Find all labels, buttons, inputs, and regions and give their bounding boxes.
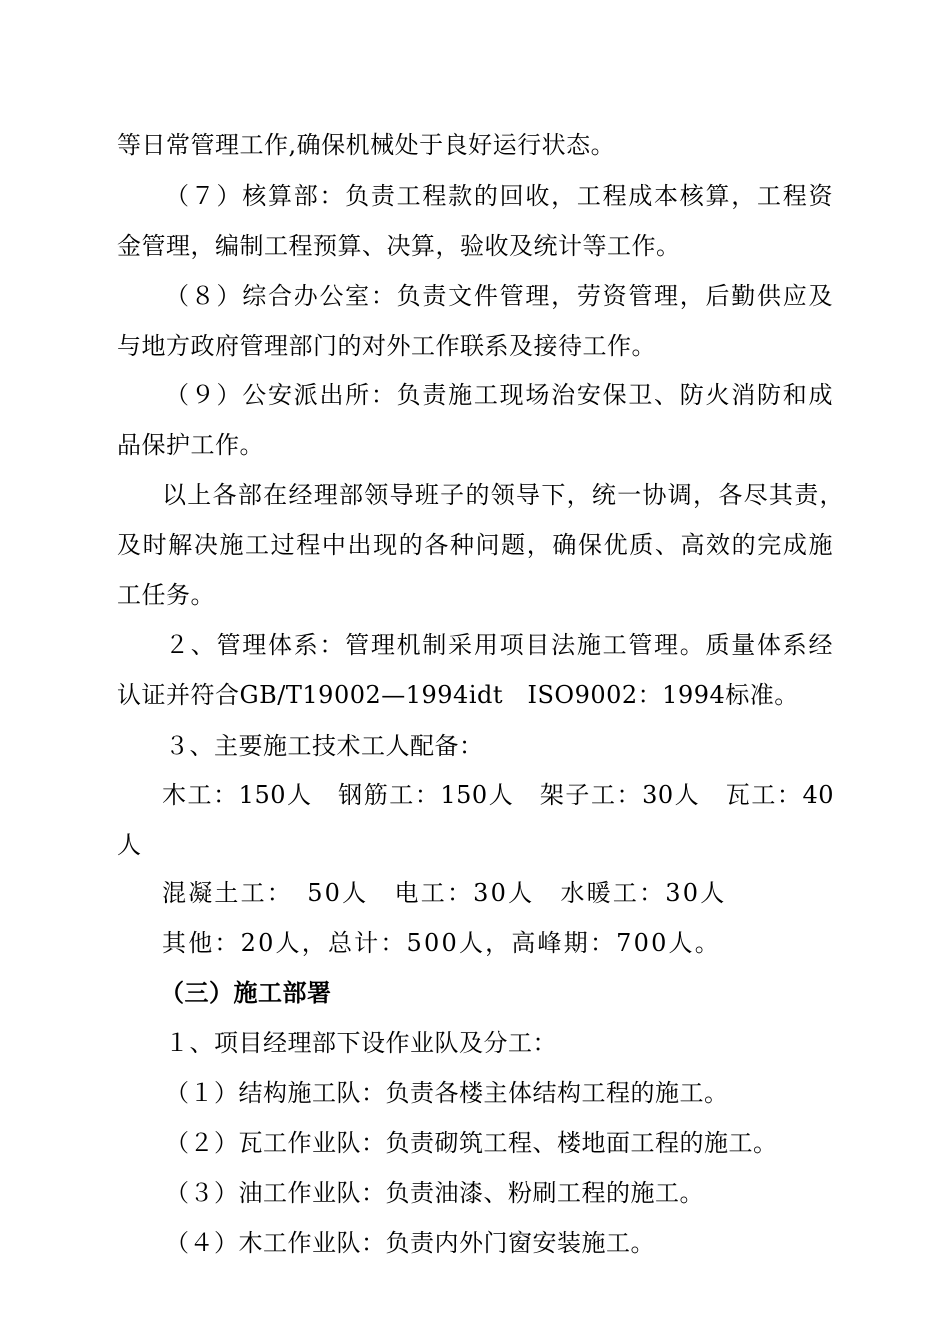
- paragraph-line: 及时解决施工过程中出现的各种问题，确保优质、高效的完成施: [117, 531, 833, 559]
- paragraph-line: 认证并符合GB/T19002—1994idt ISO9002：1994标准。: [117, 681, 799, 709]
- paragraph-line: （１）结构施工队：负责各楼主体结构工程的施工。: [165, 1079, 729, 1107]
- paragraph-line: １、项目经理部下设作业队及分工：: [165, 1029, 557, 1057]
- paragraph-line: 其他：20人，总计：500人，高峰期：700人。: [162, 929, 721, 957]
- paragraph-line: 以上各部在经理部领导班子的领导下，统一协调，各尽其责，: [162, 481, 844, 509]
- paragraph-line: （９）公安派出所：负责施工现场治安保卫、防火消防和成: [165, 381, 833, 409]
- paragraph-line: ３、主要施工技术工人配备：: [165, 732, 484, 760]
- paragraph-line: （７）核算部：负责工程款的回收，工程成本核算，工程资: [165, 182, 833, 210]
- paragraph-line: 等日常管理工作,确保机械处于良好运行状态。: [117, 131, 616, 159]
- paragraph-line: 木工：150人 钢筋工：150人 架子工：30人 瓦工：40: [162, 781, 834, 809]
- paragraph-line: 工任务。: [117, 581, 215, 609]
- paragraph-line: （２）瓦工作业队：负责砌筑工程、楼地面工程的施工。: [165, 1129, 778, 1157]
- paragraph-line: （８）综合办公室：负责文件管理，劳资管理，后勤供应及: [165, 282, 833, 310]
- paragraph-line: 金管理，编制工程预算、决算，验收及统计等工作。: [117, 232, 681, 260]
- paragraph-line: 混凝土工： 50人 电工：30人 水暖工：30人: [162, 879, 727, 907]
- paragraph-line: 品保护工作。: [117, 431, 264, 459]
- paragraph-line: （３）油工作业队：负责油漆、粉刷工程的施工。: [165, 1179, 704, 1207]
- paragraph-line: ２、管理体系：管理机制采用项目法施工管理。质量体系经: [165, 631, 833, 659]
- paragraph-line: （４）木工作业队：负责内外门窗安装施工。: [165, 1229, 655, 1257]
- section-heading: （三）施工部署: [160, 978, 332, 1007]
- paragraph-line: 与地方政府管理部门的对外工作联系及接待工作。: [117, 332, 656, 360]
- paragraph-line: 人: [117, 831, 142, 859]
